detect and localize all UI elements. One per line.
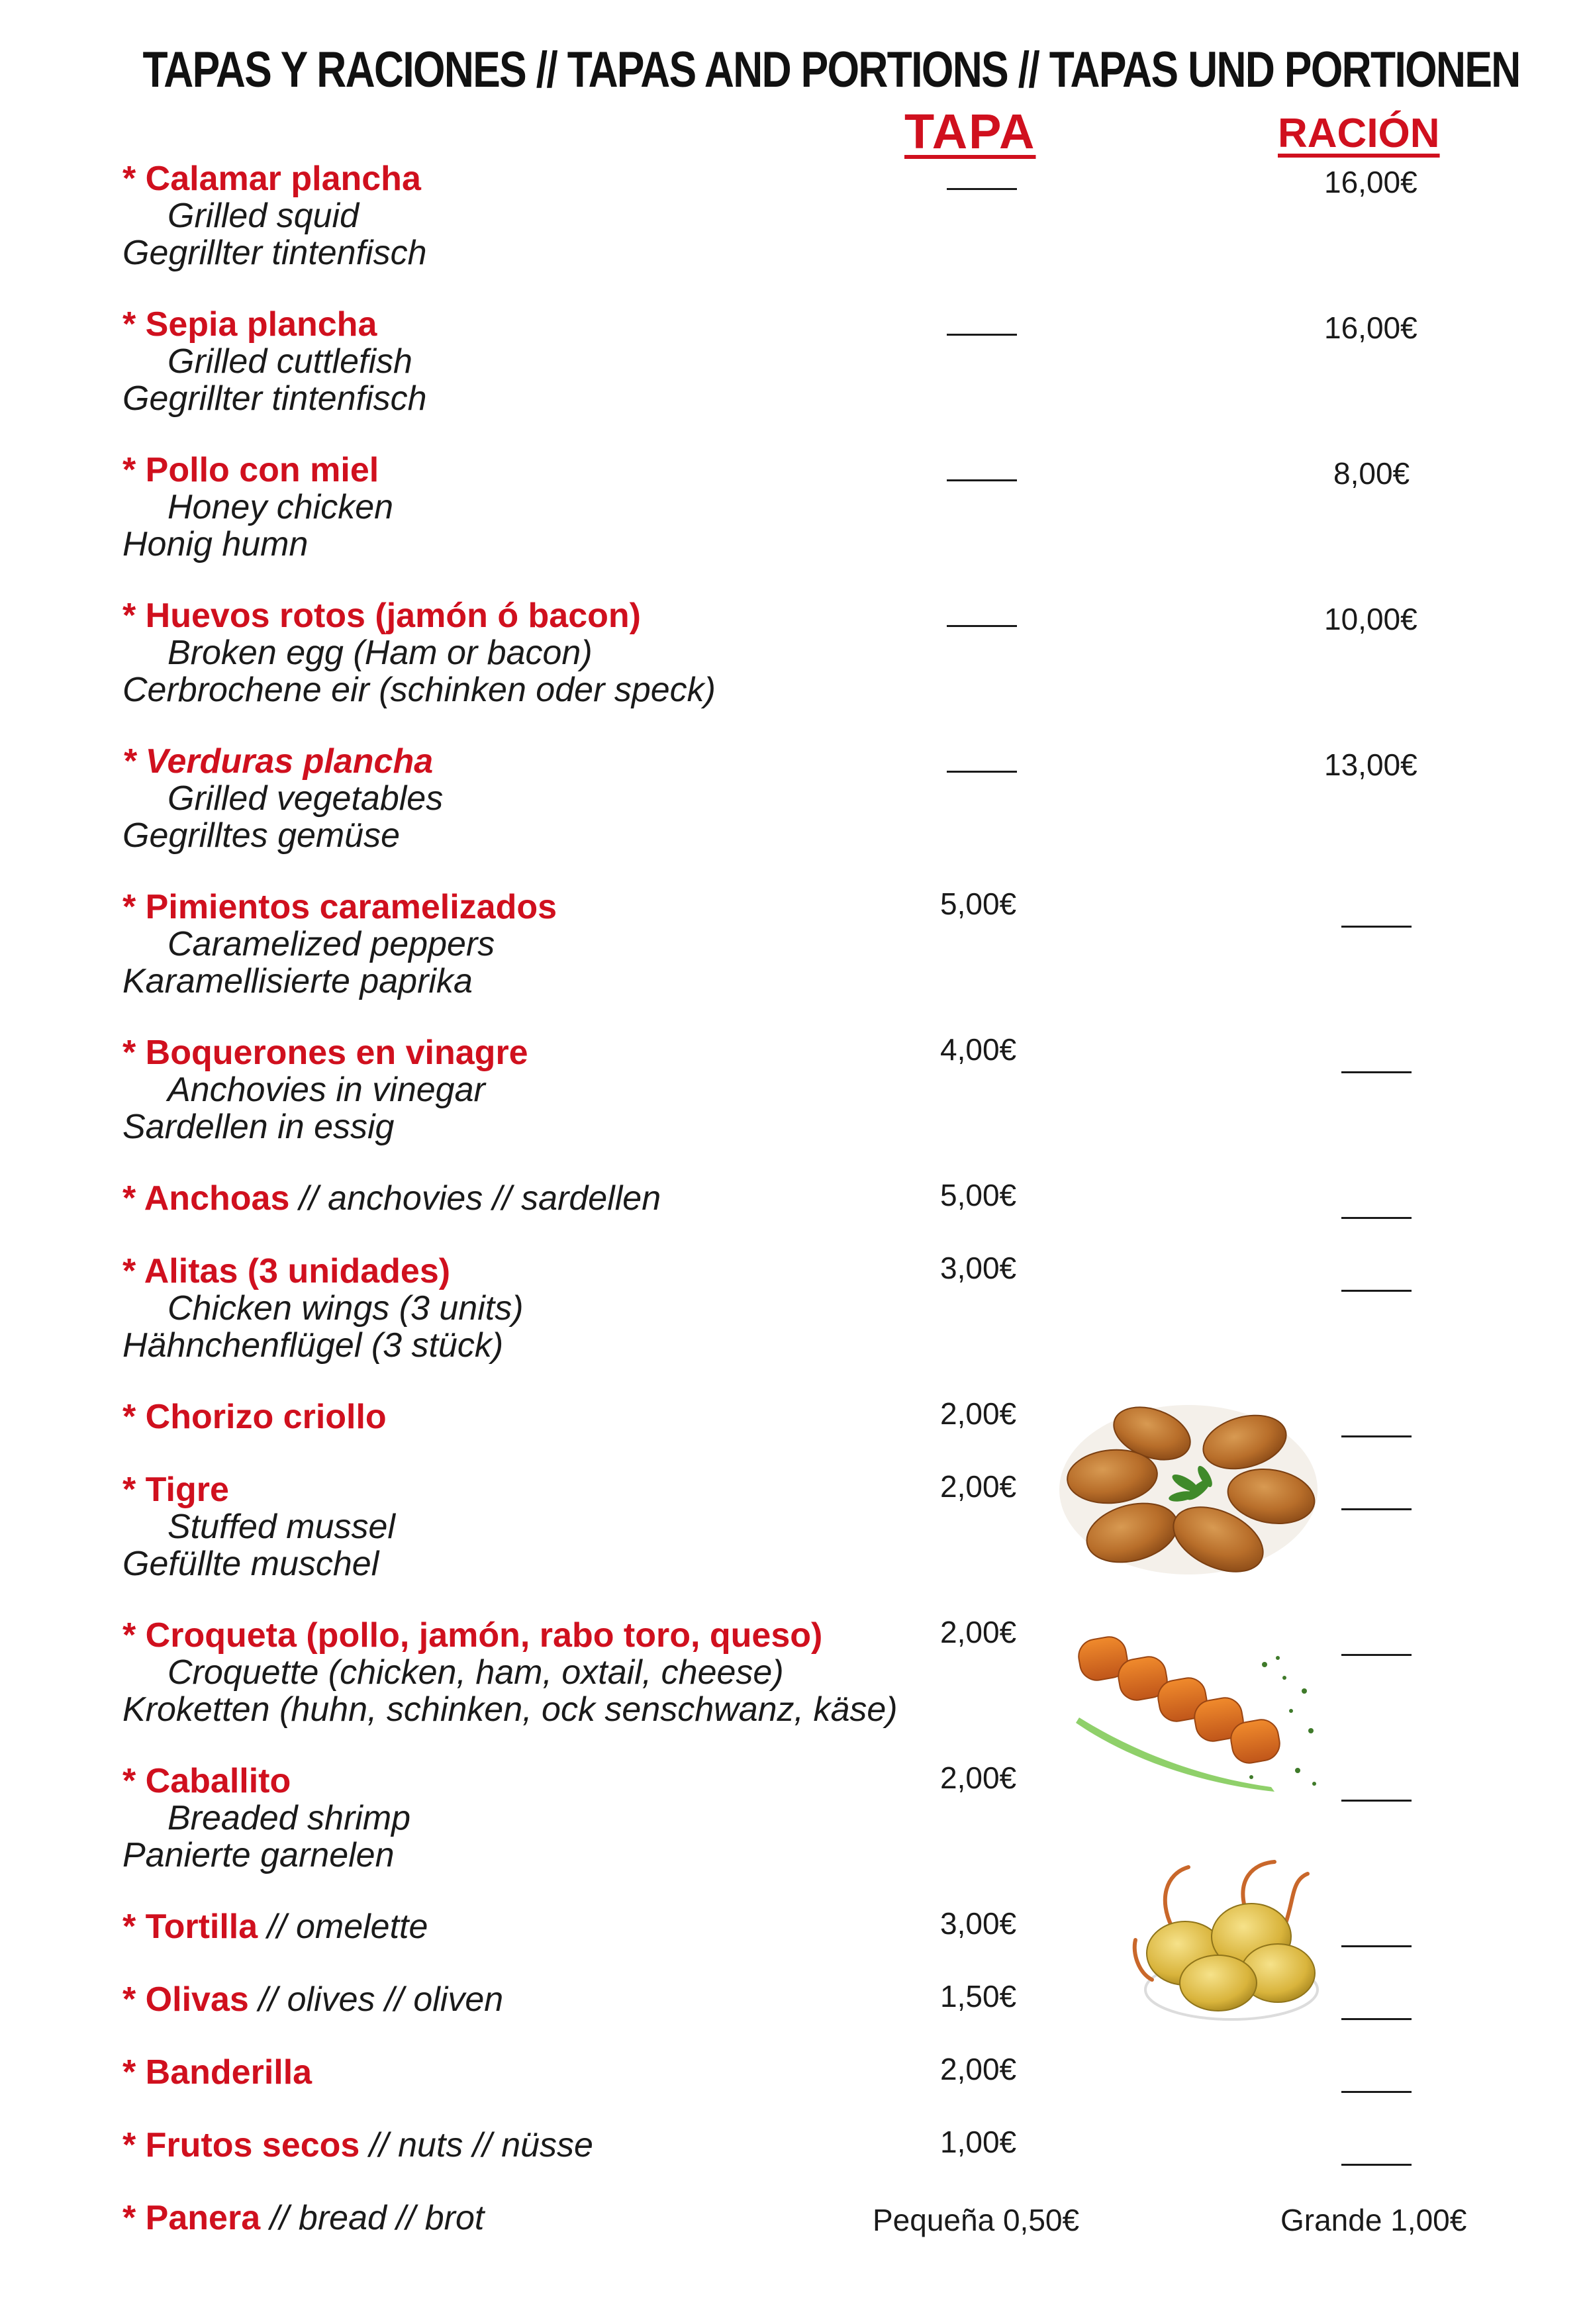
item-translation: // bread // brot	[260, 2199, 485, 2237]
croqueta-photo	[1053, 1618, 1331, 1810]
tapa-dash	[947, 479, 1017, 481]
tapa-dash	[947, 188, 1017, 190]
item-translation: // nuts // nüsse	[360, 2126, 593, 2164]
item-german: Gegrillter tintenfisch	[122, 379, 427, 418]
item-english: Croquette (chicken, ham, oxtail, cheese)	[168, 1653, 784, 1692]
racion-dash	[1341, 1800, 1412, 1802]
menu-item-pollo-con-miel	[122, 452, 1314, 563]
menu-item-frutos-secos	[122, 2127, 1314, 2164]
tapa-price: 1,50€	[940, 1979, 1017, 2013]
item-name: * Anchoas	[122, 1179, 290, 1218]
item-german: Hähnchenflügel (3 stück)	[122, 1326, 504, 1365]
item-german: Sardellen in essig	[122, 1108, 395, 1146]
tapa-dash	[947, 771, 1017, 773]
item-name: * Huevos rotos (jamón ó bacon)	[122, 597, 641, 635]
tapa-price: 3,00€	[940, 1251, 1017, 1285]
racion-dash	[1341, 2091, 1412, 2093]
racion-dash	[1341, 1071, 1412, 1073]
racion-price: 16,00€	[1324, 165, 1417, 199]
racion-dash	[1341, 2164, 1412, 2166]
item-english: Breaded shrimp	[168, 1799, 411, 1837]
item-name: * Calamar plancha	[122, 160, 421, 198]
racion-dash	[1341, 1508, 1412, 1510]
caballito-photo	[1119, 1854, 1331, 2026]
item-translation: // olives // oliven	[248, 1980, 504, 2019]
menu-item-alitas	[122, 1253, 1314, 1364]
racion-price: Grande 1,00€	[1280, 2203, 1467, 2237]
item-name: * Caballito	[122, 1762, 291, 1800]
item-english: Grilled cuttlefish	[168, 342, 412, 381]
item-name: * Sepia plancha	[122, 305, 377, 344]
item-translation: // omelette	[258, 1908, 428, 1946]
item-name: * Frutos secos	[122, 2126, 360, 2164]
item-english: Grilled vegetables	[168, 779, 444, 818]
item-name: * Tortilla	[122, 1908, 258, 1946]
item-german: Gefüllte muschel	[122, 1545, 379, 1583]
menu-item-pimientos-caramelizados	[122, 889, 1314, 1000]
menu-item-panera	[122, 2200, 1314, 2237]
item-english: Honey chicken	[168, 488, 394, 526]
item-name: * Chorizo criollo	[122, 1398, 387, 1436]
racion-dash	[1341, 1435, 1412, 1437]
tapa-dash	[947, 625, 1017, 627]
item-german: Honig humn	[122, 525, 309, 563]
item-german: Karamellisierte paprika	[122, 962, 473, 1000]
item-english: Anchovies in vinegar	[168, 1071, 485, 1109]
item-name: * Pollo con miel	[122, 451, 379, 489]
tapa-price: 2,00€	[940, 1396, 1017, 1431]
menu-item-sepia-plancha	[122, 306, 1314, 417]
item-english: Chicken wings (3 units)	[168, 1289, 524, 1328]
tapa-dash	[947, 334, 1017, 336]
menu-item-verduras-plancha	[122, 743, 1314, 854]
tapa-price: 2,00€	[940, 1615, 1017, 1649]
tapa-price: 2,00€	[940, 2052, 1017, 2086]
item-german: Gegrillter tintenfisch	[122, 234, 427, 272]
menu-item-huevos-rotos	[122, 597, 1314, 708]
item-english: Grilled squid	[168, 197, 360, 235]
racion-dash	[1341, 1290, 1412, 1292]
item-name: * Boquerones en vinagre	[122, 1034, 528, 1072]
item-name: * Croqueta (pollo, jamón, rabo toro, queso)	[122, 1616, 823, 1655]
item-german: Gegrilltes gemüse	[122, 816, 401, 855]
item-name: * Panera	[122, 2199, 261, 2237]
menu-item-boquerones	[122, 1034, 1314, 1145]
item-name: * Olivas	[122, 1980, 249, 2019]
item-german: Kroketten (huhn, schinken, ock senschwanz, käse)	[122, 1690, 898, 1729]
tigre-photo	[1053, 1397, 1324, 1579]
item-name: * Tigre	[122, 1471, 229, 1509]
item-english: Stuffed mussel	[168, 1508, 395, 1546]
racion-dash	[1341, 1945, 1412, 1947]
column-header-racion: RACIÓN	[1278, 111, 1440, 156]
item-name: * Pimientos caramelizados	[122, 888, 557, 926]
item-name: * Verduras plancha	[122, 742, 434, 781]
item-english: Caramelized peppers	[168, 925, 495, 963]
item-english: Broken egg (Ham or bacon)	[168, 634, 593, 672]
racion-price: 13,00€	[1324, 748, 1417, 782]
tapa-price: Pequeña 0,50€	[873, 2203, 1080, 2237]
item-german: Cerbrochene eir (schinken oder speck)	[122, 671, 716, 709]
tapa-price: 4,00€	[940, 1032, 1017, 1067]
tapa-price: 1,00€	[940, 2125, 1017, 2159]
item-name: * Alitas (3 unidades)	[122, 1252, 451, 1290]
racion-price: 10,00€	[1324, 602, 1417, 636]
racion-dash	[1341, 926, 1412, 928]
menu-item-anchoas	[122, 1180, 1314, 1217]
menu-item-calamar-plancha	[122, 160, 1314, 271]
tapa-price: 5,00€	[940, 1178, 1017, 1212]
tapa-price: 5,00€	[940, 887, 1017, 921]
menu-title: TAPAS Y RACIONES // TAPAS AND PORTIONS // TAPAS UND PORTIONEN	[142, 42, 1520, 98]
racion-price: 8,00€	[1333, 456, 1410, 491]
menu-item-banderilla	[122, 2054, 1314, 2091]
tapa-price: 3,00€	[940, 1906, 1017, 1941]
racion-dash	[1341, 1217, 1412, 1219]
item-name: * Banderilla	[122, 2053, 312, 2092]
racion-dash	[1341, 1654, 1412, 1656]
tapa-price: 2,00€	[940, 1469, 1017, 1504]
racion-dash	[1341, 2018, 1412, 2020]
item-translation: // anchovies // sardellen	[289, 1179, 661, 1218]
item-german: Panierte garnelen	[122, 1836, 395, 1874]
racion-price: 16,00€	[1324, 311, 1417, 345]
tapa-price: 2,00€	[940, 1761, 1017, 1795]
column-header-tapa: TAPA	[904, 104, 1036, 159]
